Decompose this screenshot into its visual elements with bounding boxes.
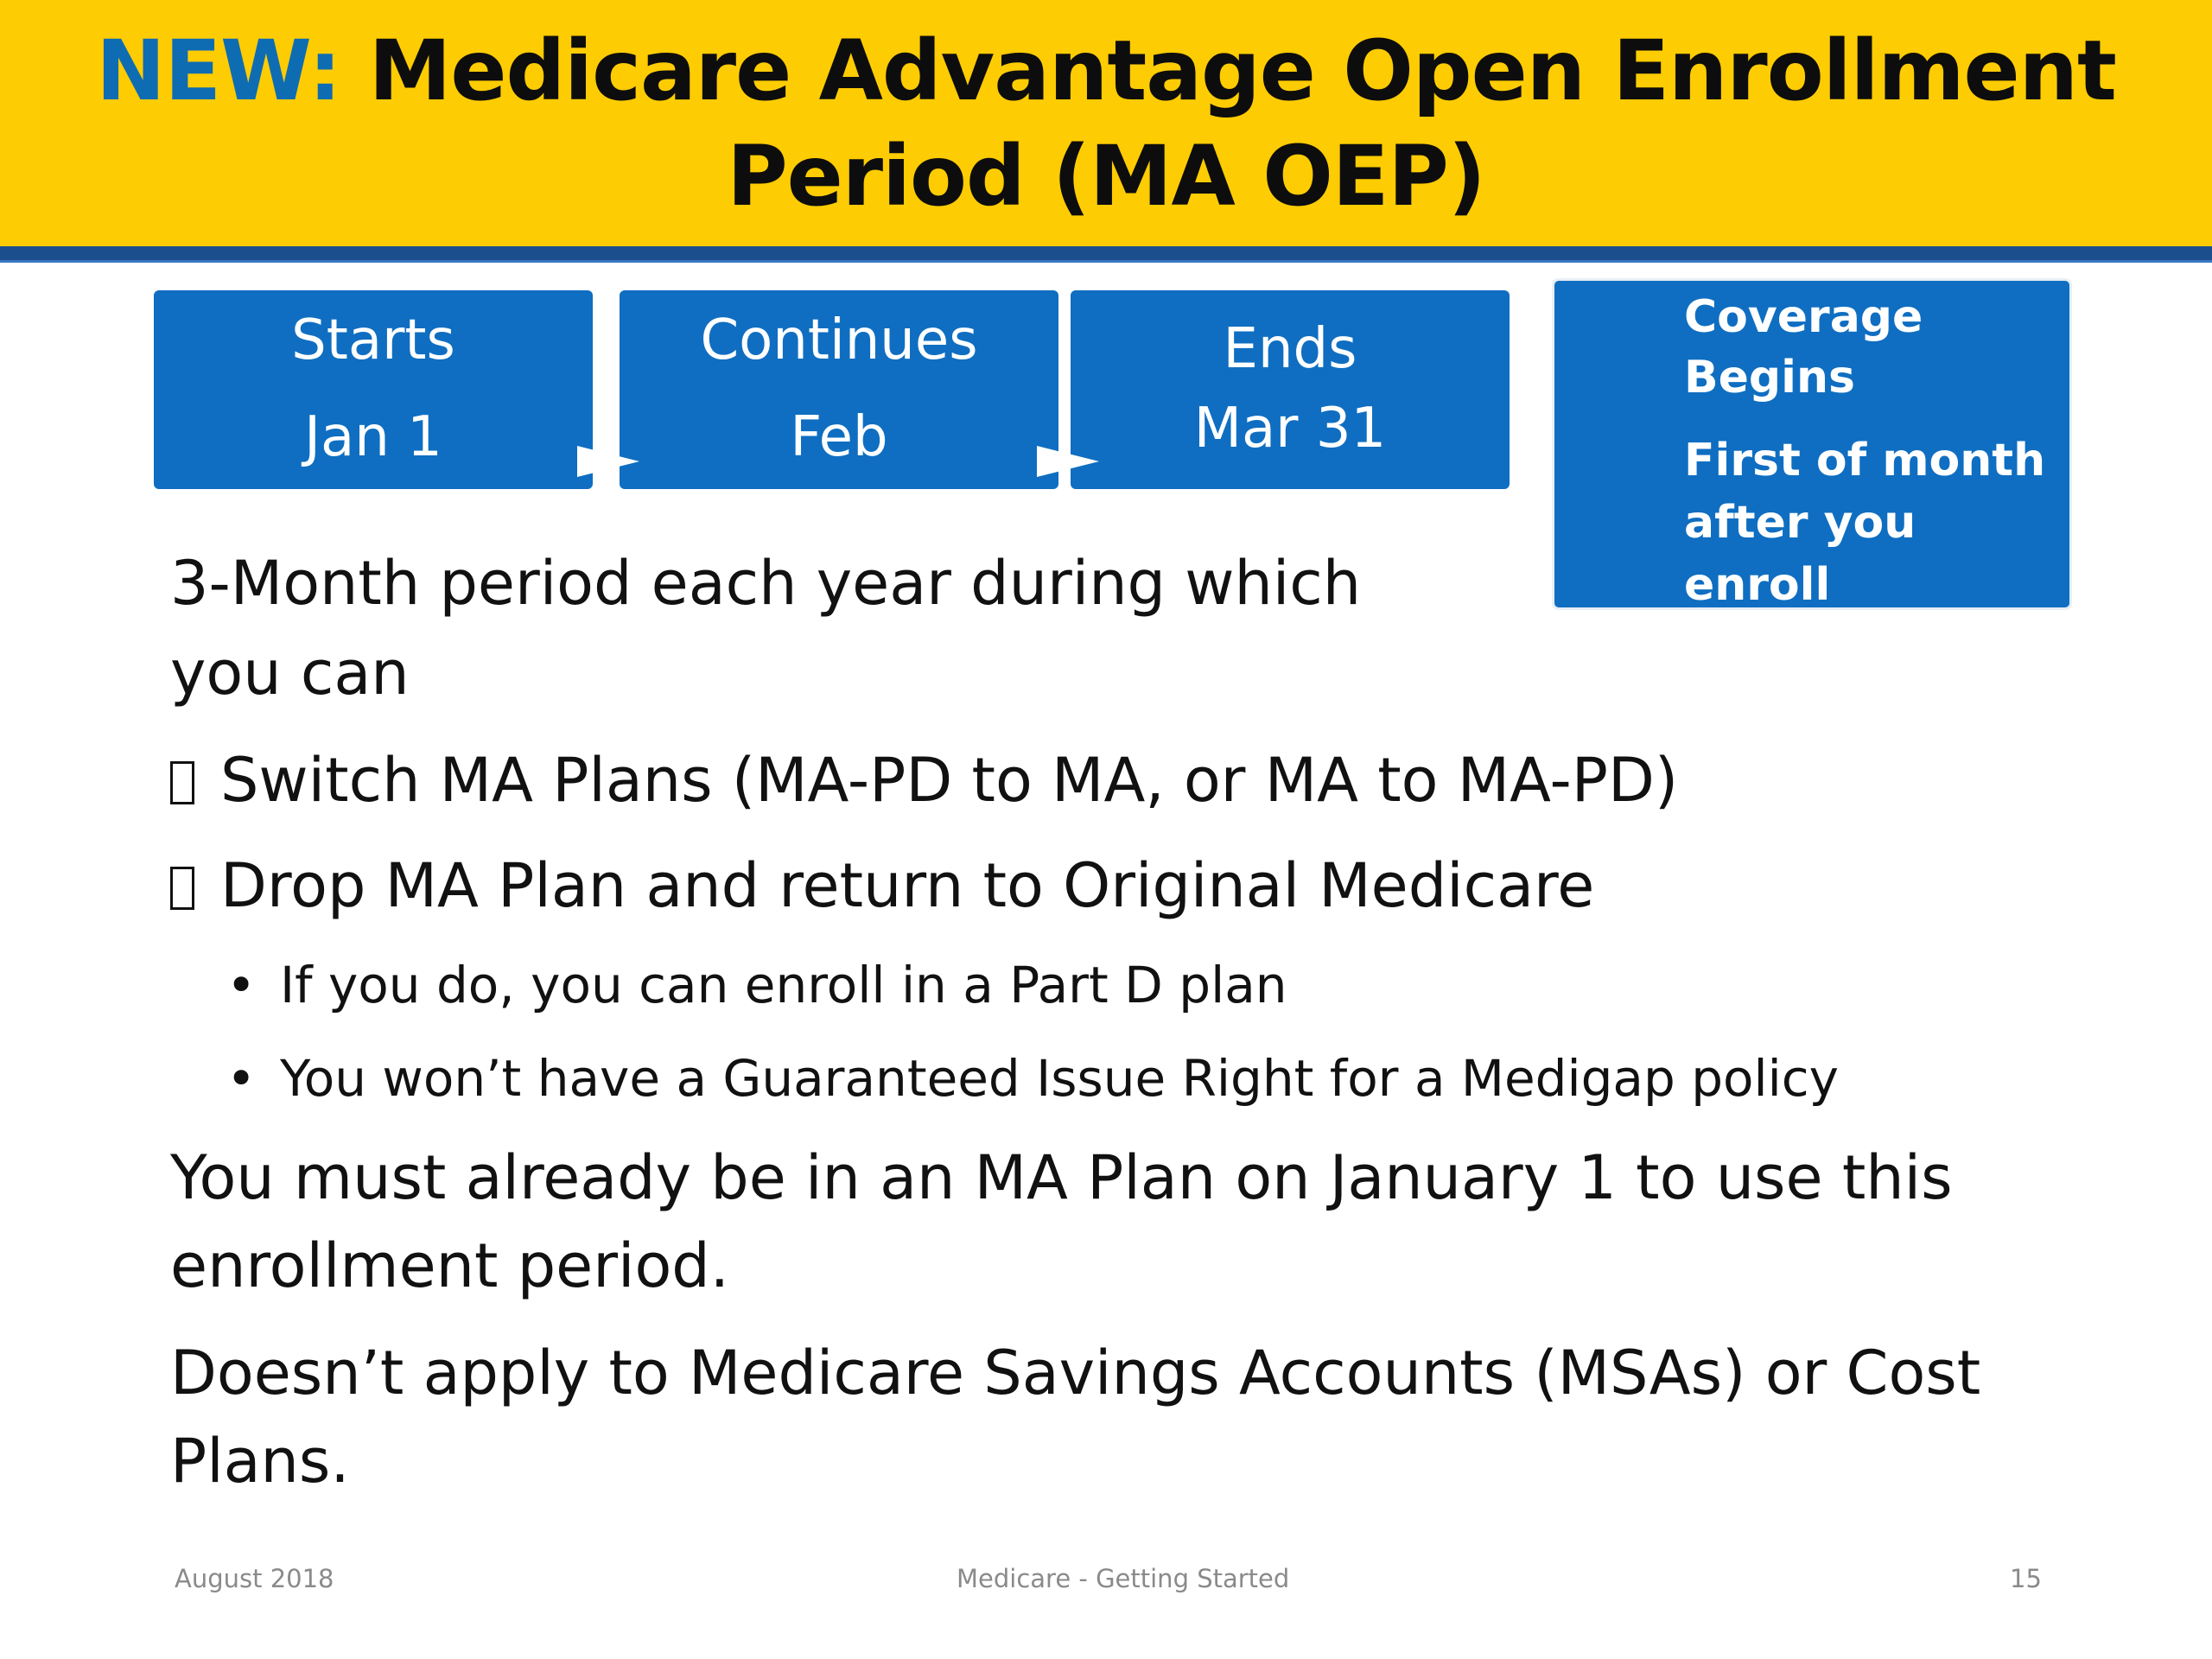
option-text: Switch MA Plans (MA-PD to MA, or MA to MA-PD): [220, 745, 1679, 816]
sub-bullet-item: [226, 1044, 1839, 1113]
timeline-continue-label: Continues: [700, 308, 978, 372]
note-2-line-2: Plans.: [170, 1426, 350, 1497]
title-main-text: Medicare Advantage Open Enrollment: [368, 22, 2116, 119]
coverage-detail-line-3: enroll: [1684, 559, 1831, 610]
title-divider-accent: [0, 260, 2212, 263]
sub-bullet-item: [226, 950, 1287, 1020]
footer-page-number: 15: [2010, 1564, 2042, 1593]
title-new-prefix: NEW:: [96, 22, 341, 119]
slide-title-line-2: Period (MA OEP): [727, 127, 1485, 225]
option-text: Drop MA Plan and return to Original Medicare: [220, 850, 1595, 921]
note-1-line-1: You must already be in an MA Plan on January 1 to use this: [170, 1142, 1953, 1213]
timeline-end-label: Ends: [1223, 317, 1357, 381]
bullet-dot-icon: •: [226, 1049, 257, 1108]
footer-title: Medicare - Getting Started: [957, 1564, 1290, 1593]
footer-date: August 2018: [175, 1564, 334, 1593]
sub-bullet-text: If you do, you can enroll in a Part D plan: [280, 956, 1287, 1014]
timeline-box-start: [154, 290, 593, 489]
timeline-arrow-icon: [577, 446, 639, 477]
coverage-box: [1552, 278, 2072, 610]
timeline-box-end: [1071, 290, 1510, 489]
coverage-heading-line-2: Begins: [1684, 352, 1855, 404]
checkbox-glyph-icon: [170, 761, 194, 804]
note-2-line-1: Doesn’t apply to Medicare Savings Accounts (MSAs) or Cost: [170, 1338, 1981, 1408]
intro-text-line-1: 3-Month period each year during which: [170, 548, 1362, 619]
slide-title-line-1: [96, 18, 2116, 124]
sub-bullet-text: You won’t have a Guaranteed Issue Right for a Medigap policy: [280, 1049, 1839, 1108]
timeline-box-continue: [620, 290, 1058, 489]
checkbox-glyph-icon: [170, 867, 194, 910]
bullet-dot-icon: •: [226, 956, 257, 1014]
timeline-end-value: Mar 31: [1193, 397, 1387, 461]
timeline-continue-value: Feb: [790, 405, 888, 469]
title-bar: [0, 0, 2212, 246]
timeline-start-label: Starts: [291, 308, 455, 372]
timeline-start-value: Jan 1: [304, 405, 442, 469]
option-item: [170, 842, 1594, 930]
title-divider: [0, 246, 2212, 260]
note-1-line-2: enrollment period.: [170, 1230, 729, 1301]
option-item: [170, 736, 1678, 824]
coverage-detail-line-1: First of month: [1684, 435, 2046, 486]
intro-text-line-2: you can: [170, 638, 410, 709]
coverage-heading-line-1: Coverage: [1684, 291, 1923, 343]
timeline-arrow-icon: [1037, 446, 1099, 477]
coverage-detail-line-2: after you: [1684, 497, 1916, 549]
